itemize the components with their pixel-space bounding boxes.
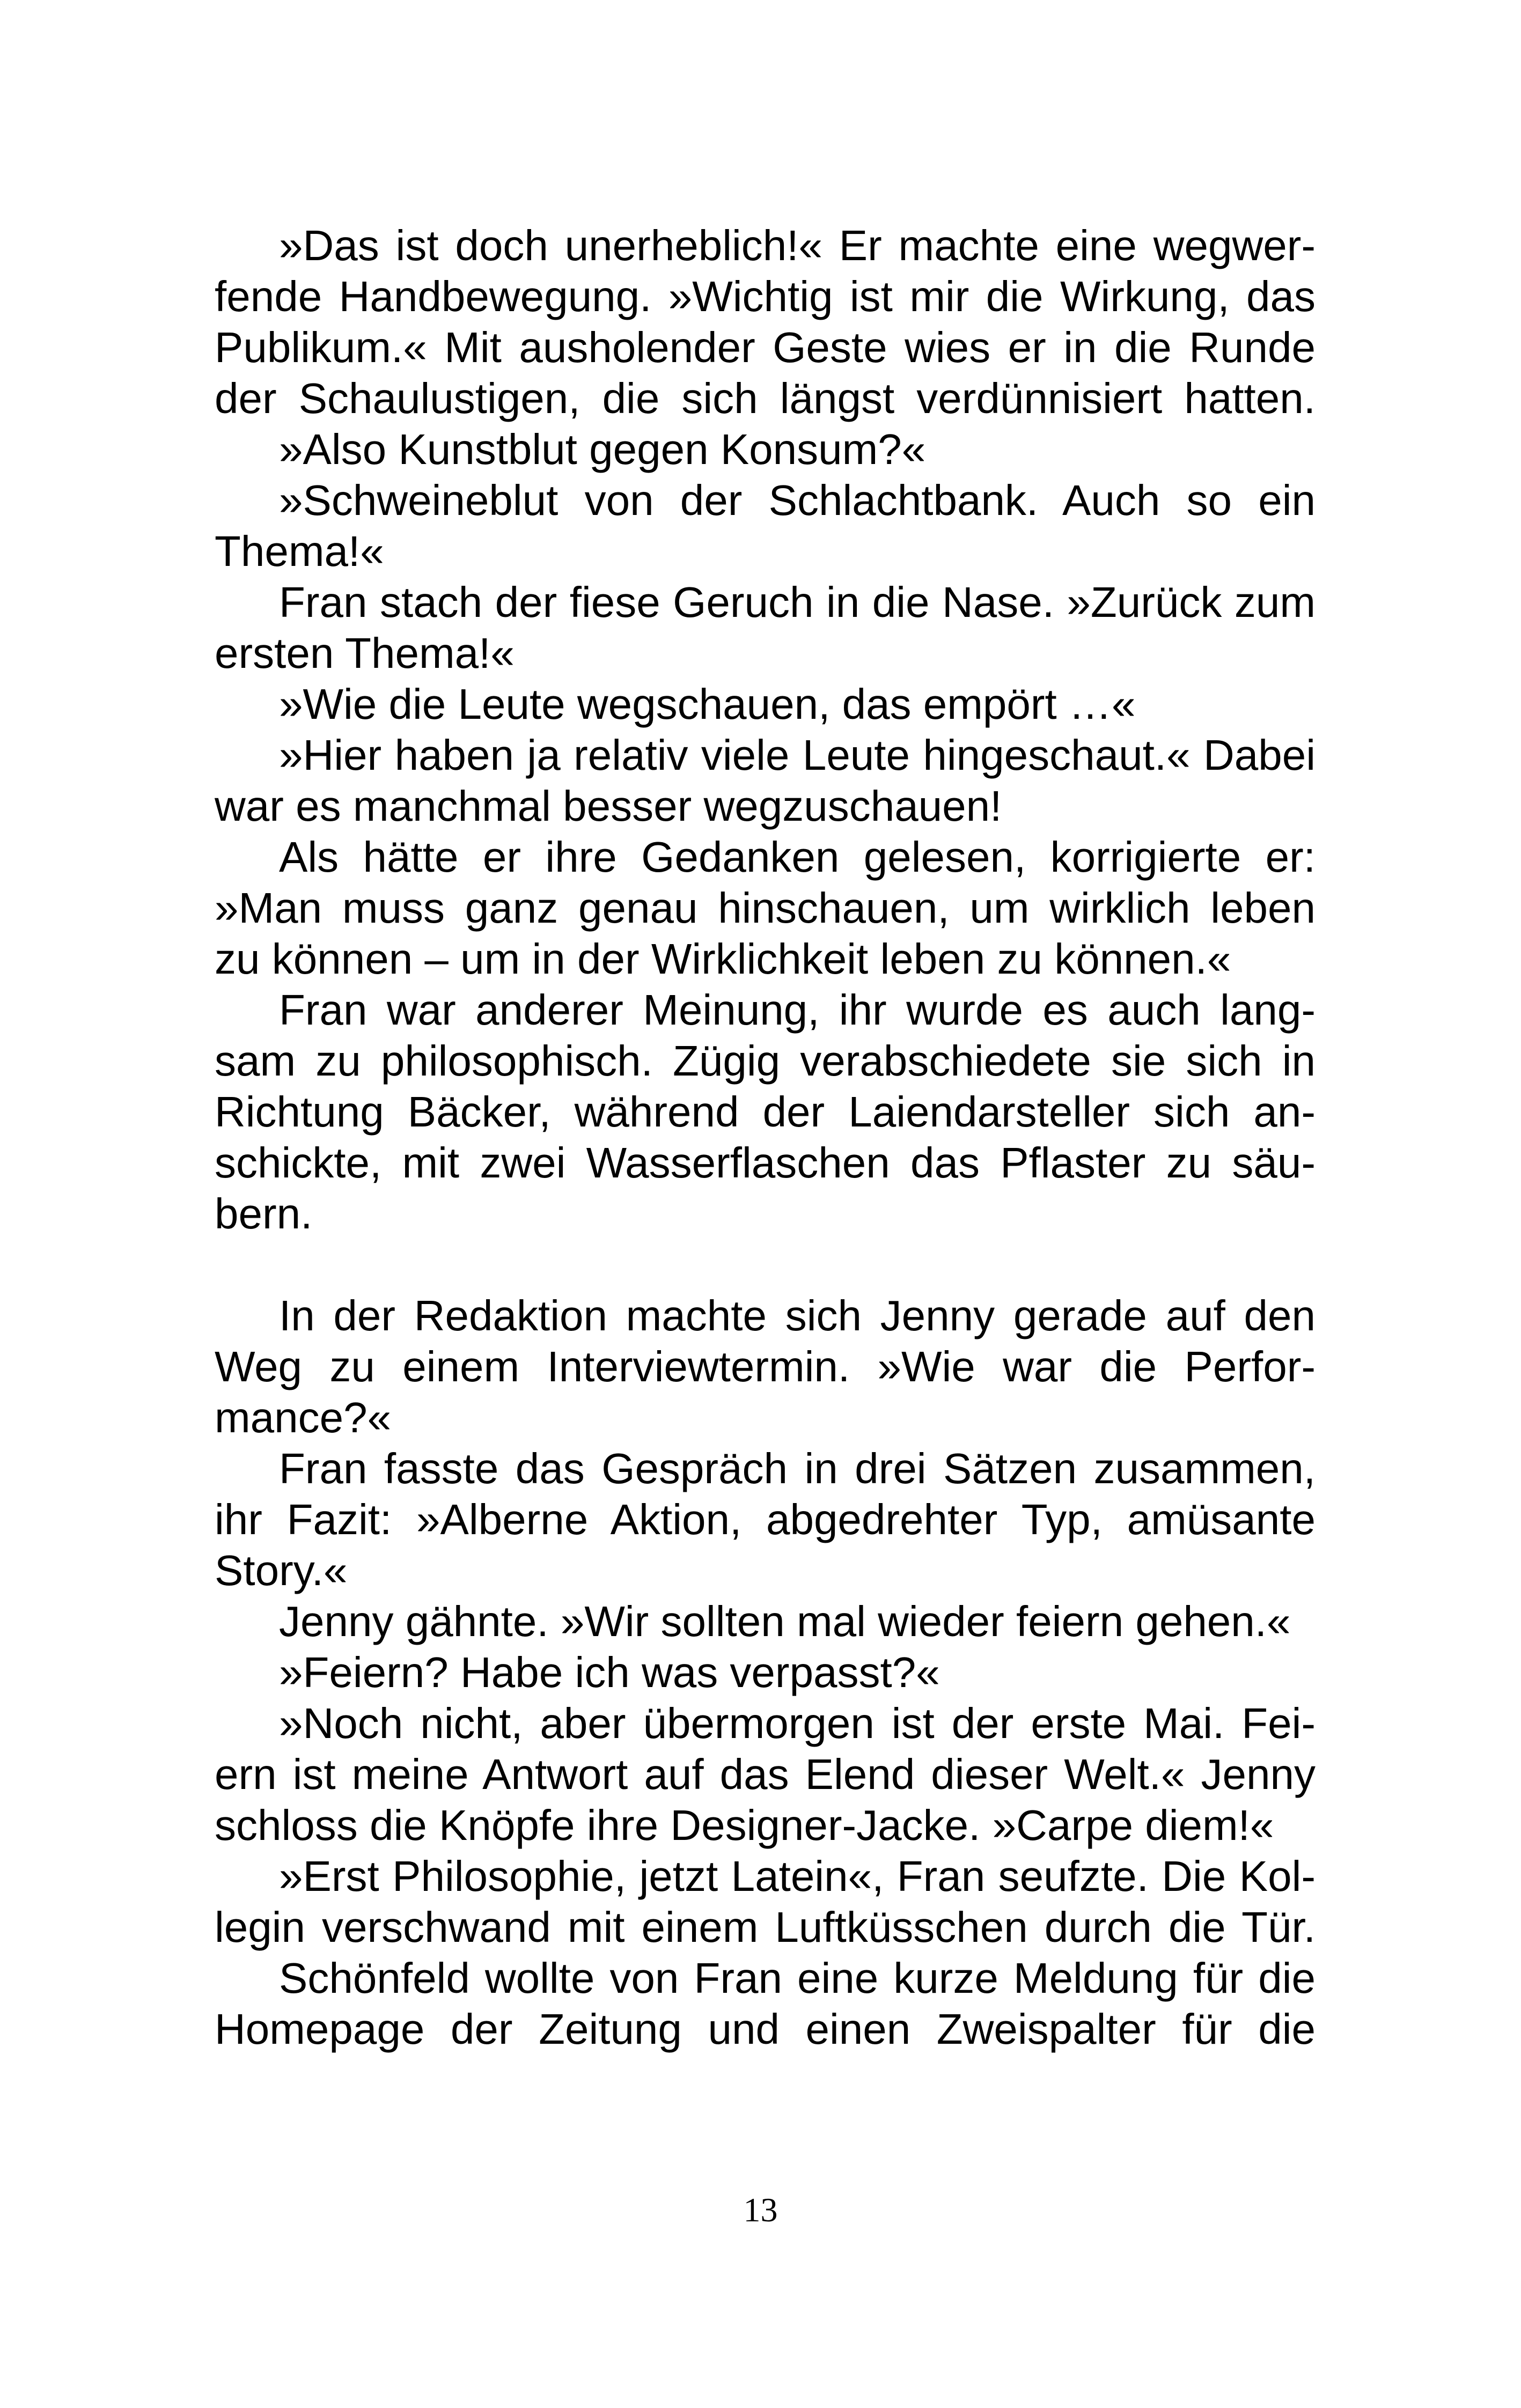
text-line: ern ist meine Antwort auf das Elend dieser Welt.« Jenny [215,1750,1316,1798]
text-line: Als hätte er ihre Gedanken gelesen, korrigierte er: [279,833,1316,881]
text-line: »Noch nicht, aber übermorgen ist der erste Mai. Fei- [279,1699,1316,1747]
text-line: »Also Kunstblut gegen Konsum?« [279,425,926,473]
text-line: Publikum.« Mit ausholender Geste wies er in die Runde [215,323,1316,371]
text-line: »Feiern? Habe ich was verpasst?« [279,1648,940,1696]
text-line: Fran stach der fiese Geruch in die Nase. »Zurück zum [279,578,1316,626]
text-line: Fran war anderer Meinung, ihr wurde es auch lang- [279,986,1316,1034]
text-line: In der Redaktion machte sich Jenny gerade auf den [279,1292,1316,1339]
text-line: »Wie die Leute wegschauen, das empört …« [279,680,1136,728]
body-text [215,220,1316,2054]
text-line: legin verschwand mit einem Luftküsschen durch die Tür. [215,1903,1316,1951]
text-line: schloss die Knöpfe ihre Designer-Jacke. »Carpe diem!« [215,1801,1274,1849]
page-number: 13 [743,2191,778,2229]
text-line: mance?« [215,1394,392,1441]
text-line: »Hier haben ja relativ viele Leute hingeschaut.« Dabei [279,731,1316,779]
section-break [215,1239,1316,1290]
text-line: ersten Thema!« [215,629,515,677]
text-line: »Man muss ganz genau hinschauen, um wirklich leben [215,884,1316,932]
text-line: Weg zu einem Interviewtermin. »Wie war die Perfor- [215,1343,1316,1390]
text-line: »Schweineblut von der Schlachtbank. Auch so ein [279,476,1316,524]
text-line: Fran fasste das Gespräch in drei Sätzen zusammen, [279,1445,1316,1492]
text-line: Thema!« [215,527,384,575]
text-line: »Erst Philosophie, jetzt Latein«, Fran seufzte. Die Kol- [279,1852,1316,1900]
text-line: sam zu philosophisch. Zügig verabschiedete sie sich in [215,1037,1316,1085]
text-line: zu können – um in der Wirklichkeit leben zu können.« [215,935,1231,983]
text-line: schickte, mit zwei Wasserflaschen das Pflaster zu säu- [215,1139,1316,1187]
text-line: fende Handbewegung. »Wichtig ist mir die Wirkung, das [215,273,1316,320]
text-line: der Schaulustigen, die sich längst verdünnisiert hatten. [215,374,1316,422]
text-line: »Das ist doch unerheblich!« Er machte eine wegwer- [279,222,1316,269]
text-line: Jenny gähnte. »Wir sollten mal wieder feiern gehen.« [279,1597,1291,1645]
text-line: ihr Fazit: »Alberne Aktion, abgedrehter Typ, amüsante [215,1496,1316,1543]
text-line: war es manchmal besser wegzuschauen! [215,782,1002,830]
text-line: bern. [215,1190,313,1238]
text-line: Story.« [215,1547,348,1594]
text-line: Homepage der Zeitung und einen Zweispalter für die [215,2005,1316,2053]
text-line: Schönfeld wollte von Fran eine kurze Meldung für die [279,1954,1316,2002]
text-line: Richtung Bäcker, während der Laiendarsteller sich an- [215,1088,1316,1136]
